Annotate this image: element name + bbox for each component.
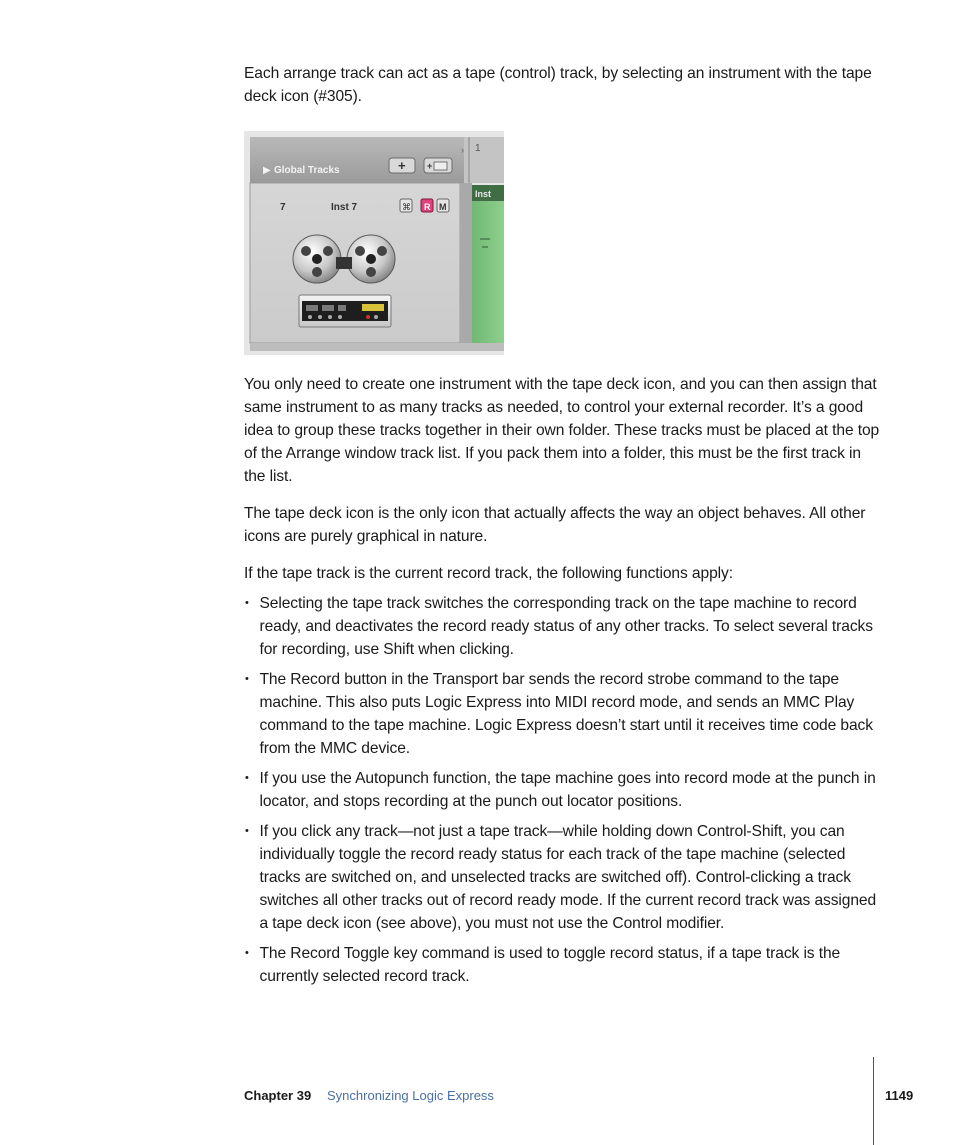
svg-text:M: M [439,202,447,212]
paragraph-functions: If the tape track is the current record track, the following functions apply: [244,565,733,582]
global-tracks-label: Global Tracks [274,165,340,176]
svg-text:+: + [398,158,406,173]
paragraph-tape-icon: The tape deck icon is the only icon that actually affects the way an object behaves. All other icons are purely graphical in nature. [244,505,866,545]
svg-text:⌘: ⌘ [402,203,411,213]
svg-text:R: R [424,202,431,212]
list-item: • The Record Toggle key command is used to toggle record status, if a tape track is the currently selected record track. [245,945,841,985]
svg-text:›: › [461,145,464,155]
intro-paragraph: Each arrange track can act as a tape (control) track, by selecting an instrument with the tape deck icon (#305). [244,65,872,105]
page-number: 1149 [885,1088,914,1103]
region-label: Inst [475,189,492,199]
svg-text:+: + [427,161,433,171]
track-number: 7 [280,202,286,213]
footer-chapter: Chapter 39 [244,1088,312,1103]
track-name: Inst 7 [331,202,358,213]
midi-region [472,185,504,343]
global-tracks-triangle: ▶ [263,165,271,176]
list-item: • If you click any track—not just a tape track—while holding down Control-Shift, you can individually toggle the record ready status for each track of the tape machine (selected tracks are switched on, and unselected tracks are switched off). Control-clicking a track switches all other tracks out of record ready mode. If the current record track was assigned a tape deck icon (see above), you must not use the Control modifier. [245,823,877,932]
bar-number: 1 [475,143,481,154]
footer-divider [873,1057,874,1145]
list-item: • If you use the Autopunch function, the tape machine goes into record mode at the punch in locator, and stops recording at the punch out locator positions. [245,770,876,810]
paragraph-instrument: You only need to create one instrument with the tape deck icon, and you can then assign that same instrument to as many tracks as needed, to control your external recorder. It’s a good idea to group these tracks together in their own folder. These tracks must be placed at the top of the Arrange window track list. If you pack them into a folder, this must be the first track in the list. [244,376,880,485]
list-item: • The Record button in the Transport bar sends the record strobe command to the tape machine. This also puts Logic Express into MIDI record mode, and sends an MMC Play command to the tape machine. Logic Express doesn’t start until it receives time code back from the MMC device. [245,671,873,757]
functions-list [244,592,884,995]
footer-chapter-title: Synchronizing Logic Express [327,1088,494,1103]
list-item: • Selecting the tape track switches the corresponding track on the tape machine to record ready, and deactivates the record ready status of any other tracks. To select several tracks for recording, use Shift when clicking. [245,595,873,658]
arrange-track-screenshot [244,131,504,355]
